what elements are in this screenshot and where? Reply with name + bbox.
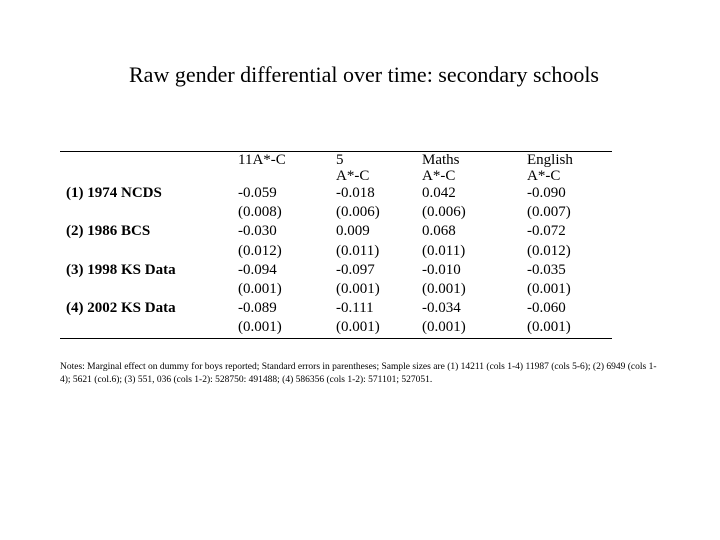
row-label: (2) 1986 BCS xyxy=(66,223,151,240)
column-header-line-1: Maths xyxy=(422,152,460,168)
row-label-blank xyxy=(60,280,238,299)
std-error-cell: (0.001) xyxy=(422,319,466,336)
table-row-errors xyxy=(60,203,612,222)
column-header-line-1: English xyxy=(527,152,573,168)
table-notes: Notes: Marginal effect on dummy for boys reported; Standard errors in parentheses; Sample sizes are (1) 14211 (cols 1-4) 11987 (cols 5-6); (2) 6949 (cols 1-4); 5621 (col.6); (3) 551, 036 (cols 1-2): 528750: 491488; (4) 586356 (cols 1-2): 571101; 527051. xyxy=(60,362,657,385)
row-label-blank xyxy=(60,318,238,337)
column-header-line-2: A*-C xyxy=(422,168,456,184)
row-label: (4) 2002 KS Data xyxy=(66,300,176,317)
table-row xyxy=(60,184,612,203)
column-header-line-2: A*-C xyxy=(336,168,370,184)
column-header xyxy=(336,152,422,184)
coefficient-cell: -0.072 xyxy=(527,223,566,240)
std-error-cell: (0.012) xyxy=(527,242,571,259)
coefficient-cell: -0.060 xyxy=(527,300,566,317)
table-row-errors xyxy=(60,318,612,337)
row-label: (3) 1998 KS Data xyxy=(66,261,176,278)
coefficient-cell: -0.059 xyxy=(238,185,277,201)
std-error-cell: (0.007) xyxy=(527,204,571,221)
std-error-cell: (0.001) xyxy=(422,281,466,298)
std-error-cell: (0.001) xyxy=(527,319,571,336)
coefficient-cell: -0.030 xyxy=(238,223,277,240)
slide-title: Raw gender differential over time: secondary schools xyxy=(129,62,599,87)
column-header-line-1: 11A*-C xyxy=(238,152,286,168)
column-header-line-1: 5 xyxy=(336,152,344,168)
coefficient-cell: -0.111 xyxy=(336,300,374,317)
std-error-cell: (0.001) xyxy=(336,281,380,298)
table-row xyxy=(60,261,612,280)
table-bottom-rule xyxy=(60,338,612,339)
coefficient-cell: -0.010 xyxy=(422,261,461,278)
coefficient-cell: 0.068 xyxy=(422,223,456,240)
column-header xyxy=(527,152,612,184)
column-header xyxy=(238,152,336,184)
coefficient-cell: -0.035 xyxy=(527,261,566,278)
row-label: (1) 1974 NCDS xyxy=(66,185,162,201)
std-error-cell: (0.006) xyxy=(422,204,466,221)
std-error-cell: (0.011) xyxy=(422,242,466,259)
std-error-cell: (0.001) xyxy=(238,319,282,336)
std-error-cell: (0.008) xyxy=(238,204,282,221)
coefficient-cell: -0.034 xyxy=(422,300,461,317)
header-blank xyxy=(60,152,238,184)
column-header xyxy=(422,152,527,184)
table-row-errors xyxy=(60,242,612,261)
coefficient-cell: -0.089 xyxy=(238,300,277,317)
coefficient-cell: -0.097 xyxy=(336,261,375,278)
coefficient-cell: -0.094 xyxy=(238,261,277,278)
row-label-blank xyxy=(60,242,238,261)
std-error-cell: (0.001) xyxy=(238,281,282,298)
std-error-cell: (0.012) xyxy=(238,242,282,259)
table-row xyxy=(60,222,612,241)
results-table xyxy=(60,151,612,339)
column-header-line-2: A*-C xyxy=(527,168,561,184)
std-error-cell: (0.001) xyxy=(336,319,380,336)
coefficient-cell: -0.018 xyxy=(336,185,375,201)
table-row xyxy=(60,299,612,318)
table-header-row xyxy=(60,152,612,184)
coefficient-cell: 0.042 xyxy=(422,185,456,201)
row-label-blank xyxy=(60,203,238,222)
coefficient-cell: 0.009 xyxy=(336,223,370,240)
table-row-errors xyxy=(60,280,612,299)
std-error-cell: (0.001) xyxy=(527,281,571,298)
coefficient-cell: -0.090 xyxy=(527,185,566,201)
std-error-cell: (0.011) xyxy=(336,242,380,259)
std-error-cell: (0.006) xyxy=(336,204,380,221)
